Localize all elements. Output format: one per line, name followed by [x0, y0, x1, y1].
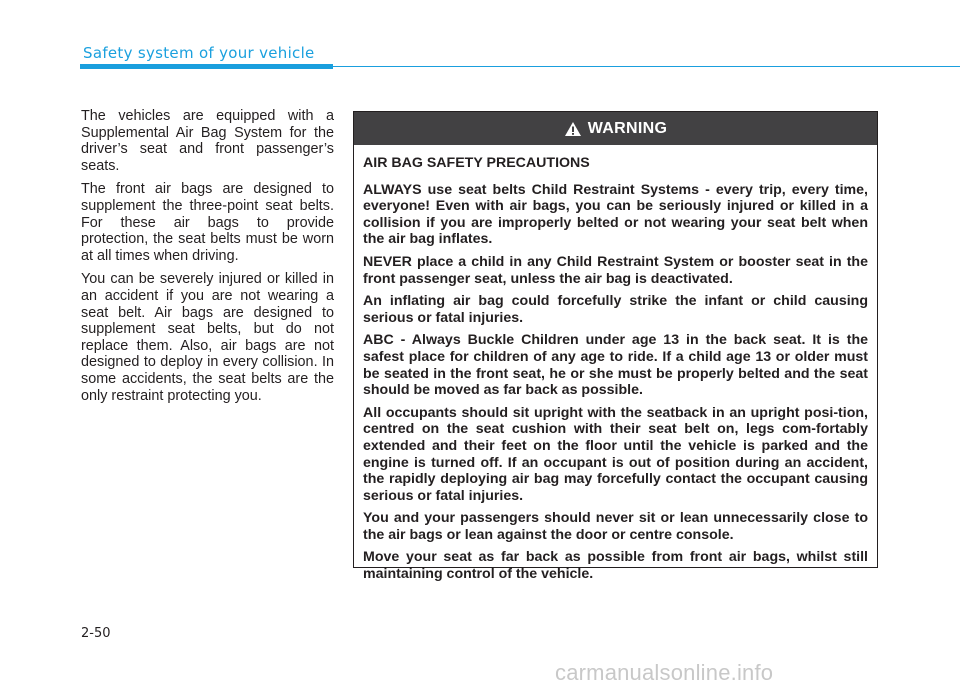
warning-paragraph: ALWAYS use seat belts Child Restraint Systems - every trip, every time, everyone! Even with air bags, you can be seriously injured or killed in a collision if you are improperly belted or not wearing your seat belt when the air bag inflates.: [363, 181, 868, 248]
header-rule: [333, 66, 960, 67]
body-paragraph: The vehicles are equipped with a Supplemental Air Bag System for the driver’s seat and front passenger’s seats.: [81, 108, 334, 174]
warning-paragraph: An inflating air bag could forcefully strike the infant or child causing serious or fatal injuries.: [363, 293, 868, 326]
body-text-column: [81, 108, 334, 411]
warning-header: [354, 112, 877, 145]
warning-heading: AIR BAG SAFETY PRECAUTIONS: [363, 155, 590, 171]
page-number: 2-50: [81, 626, 111, 641]
watermark: carmanualsonline.info: [555, 660, 774, 685]
warning-box: [353, 111, 878, 583]
body-paragraph: You can be severely injured or killed in an accident if you are not wearing a seat belt. Air bags are designed to supplement seat belts, but do not replace them. Also, air bags are not designed to deploy in every collision. In some accidents, the seat belts are the only restraint protecting you.: [81, 271, 334, 404]
body-paragraph: The front air bags are designed to supplement the three-point seat belts. For these air bags to provide protection, the seat belts must be worn at all times when driving.: [81, 181, 334, 264]
section-title: Safety system of your vehicle: [83, 44, 315, 62]
warning-label: WARNING: [587, 119, 668, 137]
warning-paragraph: You and your passengers should never sit or lean unnecessarily close to the air bags or lean against the door or centre console.: [363, 510, 868, 543]
header-accent-bar: [80, 64, 333, 69]
warning-paragraph: ABC - Always Buckle Children under age 13 in the back seat. It is the safest place for children of any age to ride. If a child age 13 or older must be seated in the front seat, he or she must be properly belted and the seat should be moved as far back as possible.: [363, 332, 868, 399]
warning-paragraph: All occupants should sit upright with the seatback in an upright posi-tion, centred on the seat cushion with their seat belt on, legs com-fortably extended and their feet on the floor until the vehicle is parked and the engine is turned off. If an occupant is out of position during an accident, the rapidly deploying air bag may forcefully contact the occupant causing serious or fatal injuries.: [363, 404, 868, 504]
warning-triangle-icon: [564, 121, 582, 137]
warning-paragraph: Move your seat as far back as possible from front air bags, whilst still maintaining control of the vehicle.: [363, 549, 868, 583]
warning-body: [354, 145, 877, 583]
warning-paragraph: NEVER place a child in any Child Restraint System or booster seat in the front passenger seat, unless the air bag is deactivated.: [363, 253, 868, 287]
